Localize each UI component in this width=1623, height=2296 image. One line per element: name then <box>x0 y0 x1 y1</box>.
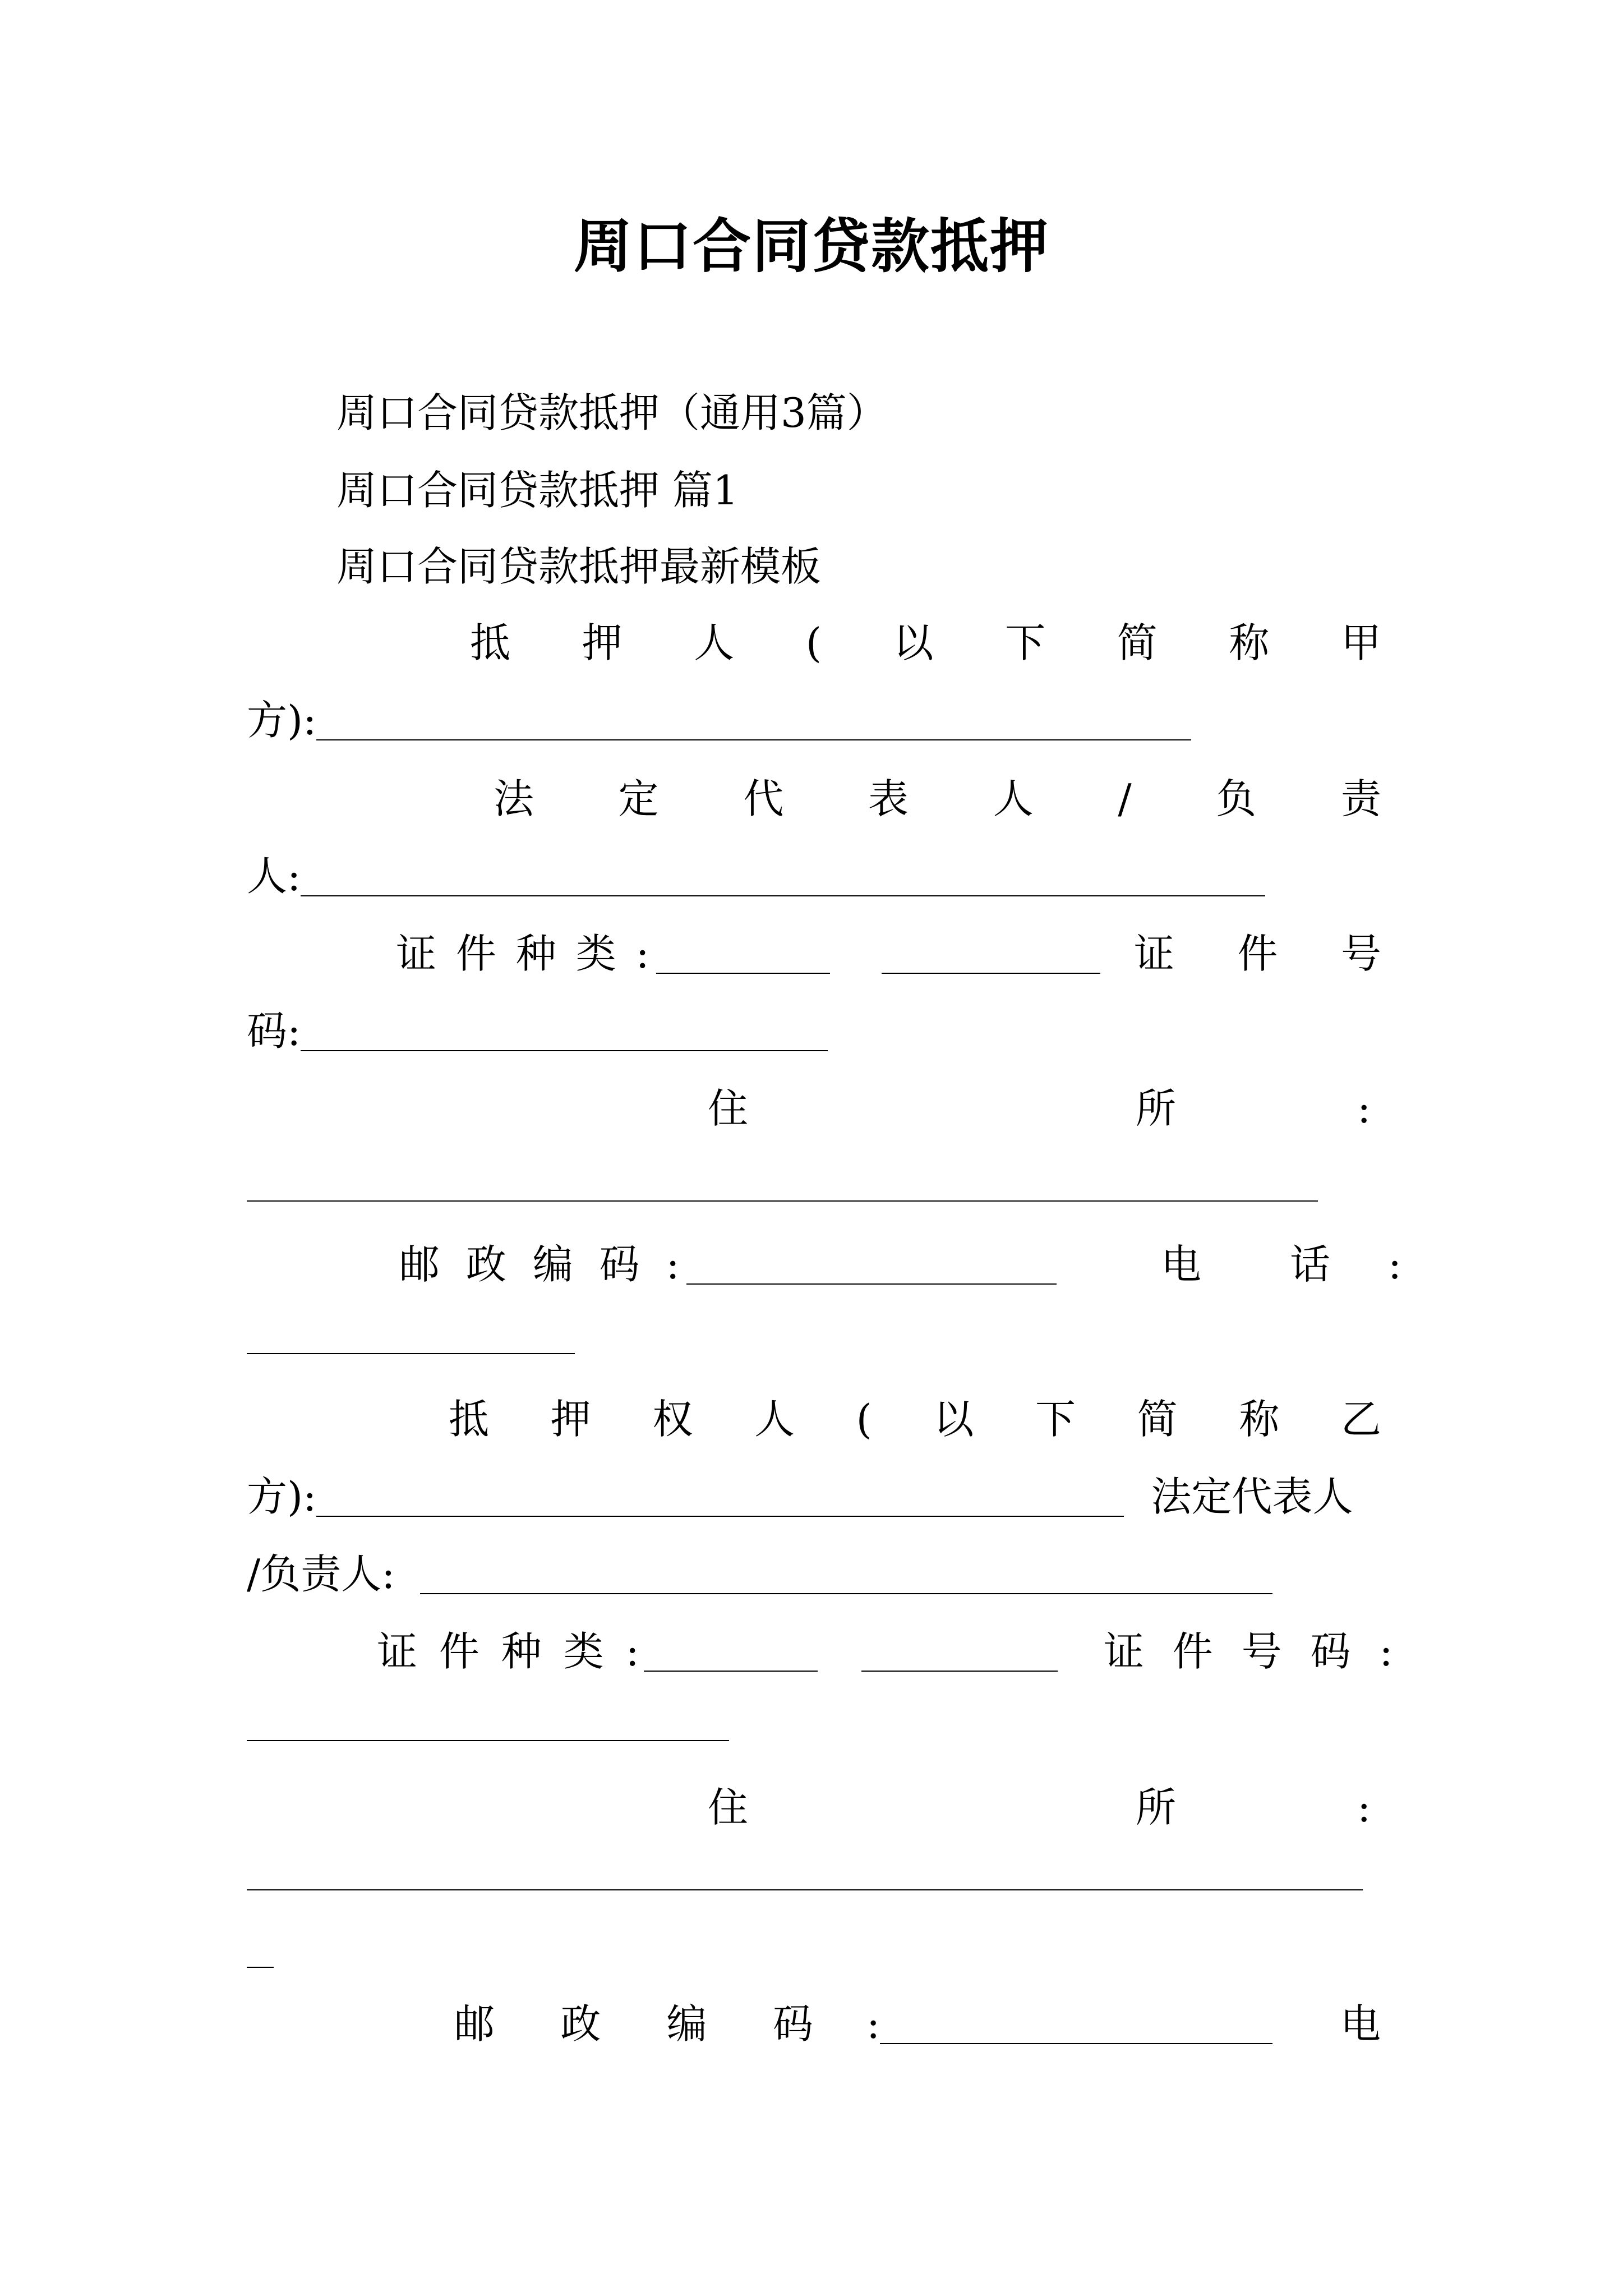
party-a-name-field[interactable] <box>316 707 1191 740</box>
party-b-header-char: 押 <box>550 1396 591 1443</box>
party-a-rep-field[interactable] <box>301 863 1265 896</box>
party-b-rep-field[interactable] <box>420 1561 1272 1594</box>
party-a-header-char: 甲 <box>1340 619 1381 666</box>
party-b-rep-label: 法定代表人 <box>1151 1473 1353 1520</box>
template-subtitle: 周口合同贷款抵押最新模板 <box>336 543 822 590</box>
party-b-addr-label-2: 所 <box>1136 1784 1177 1831</box>
party-b-id-no-field[interactable] <box>247 1740 729 1741</box>
party-a-addr-colon: : <box>1357 1085 1371 1132</box>
party-b-header-char: 乙 <box>1340 1396 1381 1443</box>
party-a-rep-char: / <box>1118 775 1132 822</box>
party-b-id-no-label: 证 件 号 码 : <box>1103 1628 1401 1675</box>
party-b-phone-label: 电 <box>1340 2000 1381 2047</box>
party-a-id-no-end-label: 码: <box>247 1007 301 1055</box>
party-a-id-no-char: 号 <box>1340 930 1381 977</box>
party-b-header-char: 下 <box>1035 1396 1076 1443</box>
party-a-id-type-field[interactable] <box>656 940 830 974</box>
party-b-id-type-field[interactable] <box>644 1638 818 1672</box>
party-a-header-char: 人 <box>694 619 735 666</box>
party-a-rep-char: 定 <box>618 775 659 822</box>
party-b-header <box>449 1396 1381 1443</box>
section-heading: 周口合同贷款抵押 篇1 <box>336 467 739 514</box>
party-b-id-type-label: 证 件 种 类 : <box>377 1628 644 1675</box>
party-b-postcode-char: 政 <box>560 2000 601 2047</box>
party-a-addr-field[interactable] <box>247 1200 1318 1202</box>
party-b-name-row <box>247 1473 1353 1520</box>
party-b-id-row <box>377 1628 1401 1675</box>
intro-line: 周口合同贷款抵押（通用3篇） <box>336 389 887 436</box>
party-a-addr-label-2: 所 <box>1136 1085 1177 1132</box>
party-a-phone-field[interactable] <box>247 1353 575 1354</box>
party-b-rep-row <box>247 1550 1272 1598</box>
party-b-header-char: 权 <box>652 1396 693 1443</box>
party-a-id-no-field[interactable] <box>301 1018 828 1051</box>
party-a-header-char: 下 <box>1005 619 1046 666</box>
party-b-postcode-char: 码 <box>772 2000 813 2047</box>
party-a-rep-label: 人: <box>247 853 301 900</box>
party-b-addr-field[interactable] <box>247 1889 1363 1890</box>
party-a-id-row <box>396 930 1381 977</box>
party-b-header-char: 简 <box>1137 1396 1178 1443</box>
party-a-id-no-label <box>1133 930 1381 977</box>
party-b-postcode-char: 编 <box>666 2000 707 2047</box>
party-b-postcode-row <box>866 2000 1272 2047</box>
party-a-rep-char: 人 <box>993 775 1034 822</box>
party-a-name-row <box>247 697 1191 744</box>
party-b-postcode-label <box>454 2000 813 2047</box>
party-b-header-char: 人 <box>754 1396 795 1443</box>
party-a-phone-label-1: 电 <box>1161 1241 1202 1288</box>
party-a-postcode-row <box>399 1241 1057 1288</box>
document-title: 周口合同贷款抵押 <box>573 211 1049 280</box>
party-a-rep-char: 法 <box>494 775 534 822</box>
party-b-rep-end-label: /负责人: <box>247 1550 395 1598</box>
party-a-name-label: 方): <box>247 697 317 744</box>
party-b-header-char: 抵 <box>449 1396 490 1443</box>
party-b-header-char: 称 <box>1239 1396 1280 1443</box>
party-a-header-char: 以 <box>893 619 934 666</box>
party-a-phone-label-2: 话 : <box>1290 1241 1424 1288</box>
party-b-postcode-colon: : <box>866 2000 880 2047</box>
party-a-rep-char: 表 <box>868 775 909 822</box>
party-a-id-no-char: 件 <box>1237 930 1278 977</box>
party-a-header-char: 抵 <box>470 619 511 666</box>
party-a-header <box>470 619 1381 666</box>
party-a-rep-char: 代 <box>743 775 784 822</box>
party-b-header-char: 以 <box>933 1396 974 1443</box>
party-b-addr-label-1: 住 <box>708 1784 749 1831</box>
party-a-header-char: 称 <box>1229 619 1270 666</box>
party-a-id-no-row <box>247 1007 828 1055</box>
party-a-rep-char: 责 <box>1340 775 1381 822</box>
party-a-header-char: 押 <box>582 619 623 666</box>
party-b-addr-field-cont[interactable] <box>247 1967 274 1968</box>
party-b-id-type-field-2[interactable] <box>861 1638 1058 1672</box>
party-a-postcode-field[interactable] <box>686 1251 1057 1285</box>
party-a-id-no-char: 证 <box>1133 930 1174 977</box>
party-b-name-field[interactable] <box>316 1483 1124 1517</box>
party-a-rep-header <box>494 775 1381 822</box>
party-a-rep-row <box>247 853 1265 900</box>
party-a-header-char: 简 <box>1117 619 1158 666</box>
party-a-id-type-field-2[interactable] <box>882 940 1100 974</box>
party-b-postcode-field[interactable] <box>880 2010 1272 2044</box>
party-a-addr-label-1: 住 <box>708 1085 749 1132</box>
party-b-postcode-char: 邮 <box>454 2000 495 2047</box>
party-a-rep-char: 负 <box>1216 775 1257 822</box>
party-b-header-char: ( <box>856 1396 872 1443</box>
party-a-id-type-label: 证 件 种 类 : <box>396 930 653 977</box>
party-b-addr-colon: : <box>1357 1784 1371 1831</box>
party-b-name-label: 方): <box>247 1473 317 1520</box>
party-a-postcode-label: 邮 政 编 码 : <box>399 1241 686 1288</box>
party-a-header-char: ( <box>805 619 822 666</box>
